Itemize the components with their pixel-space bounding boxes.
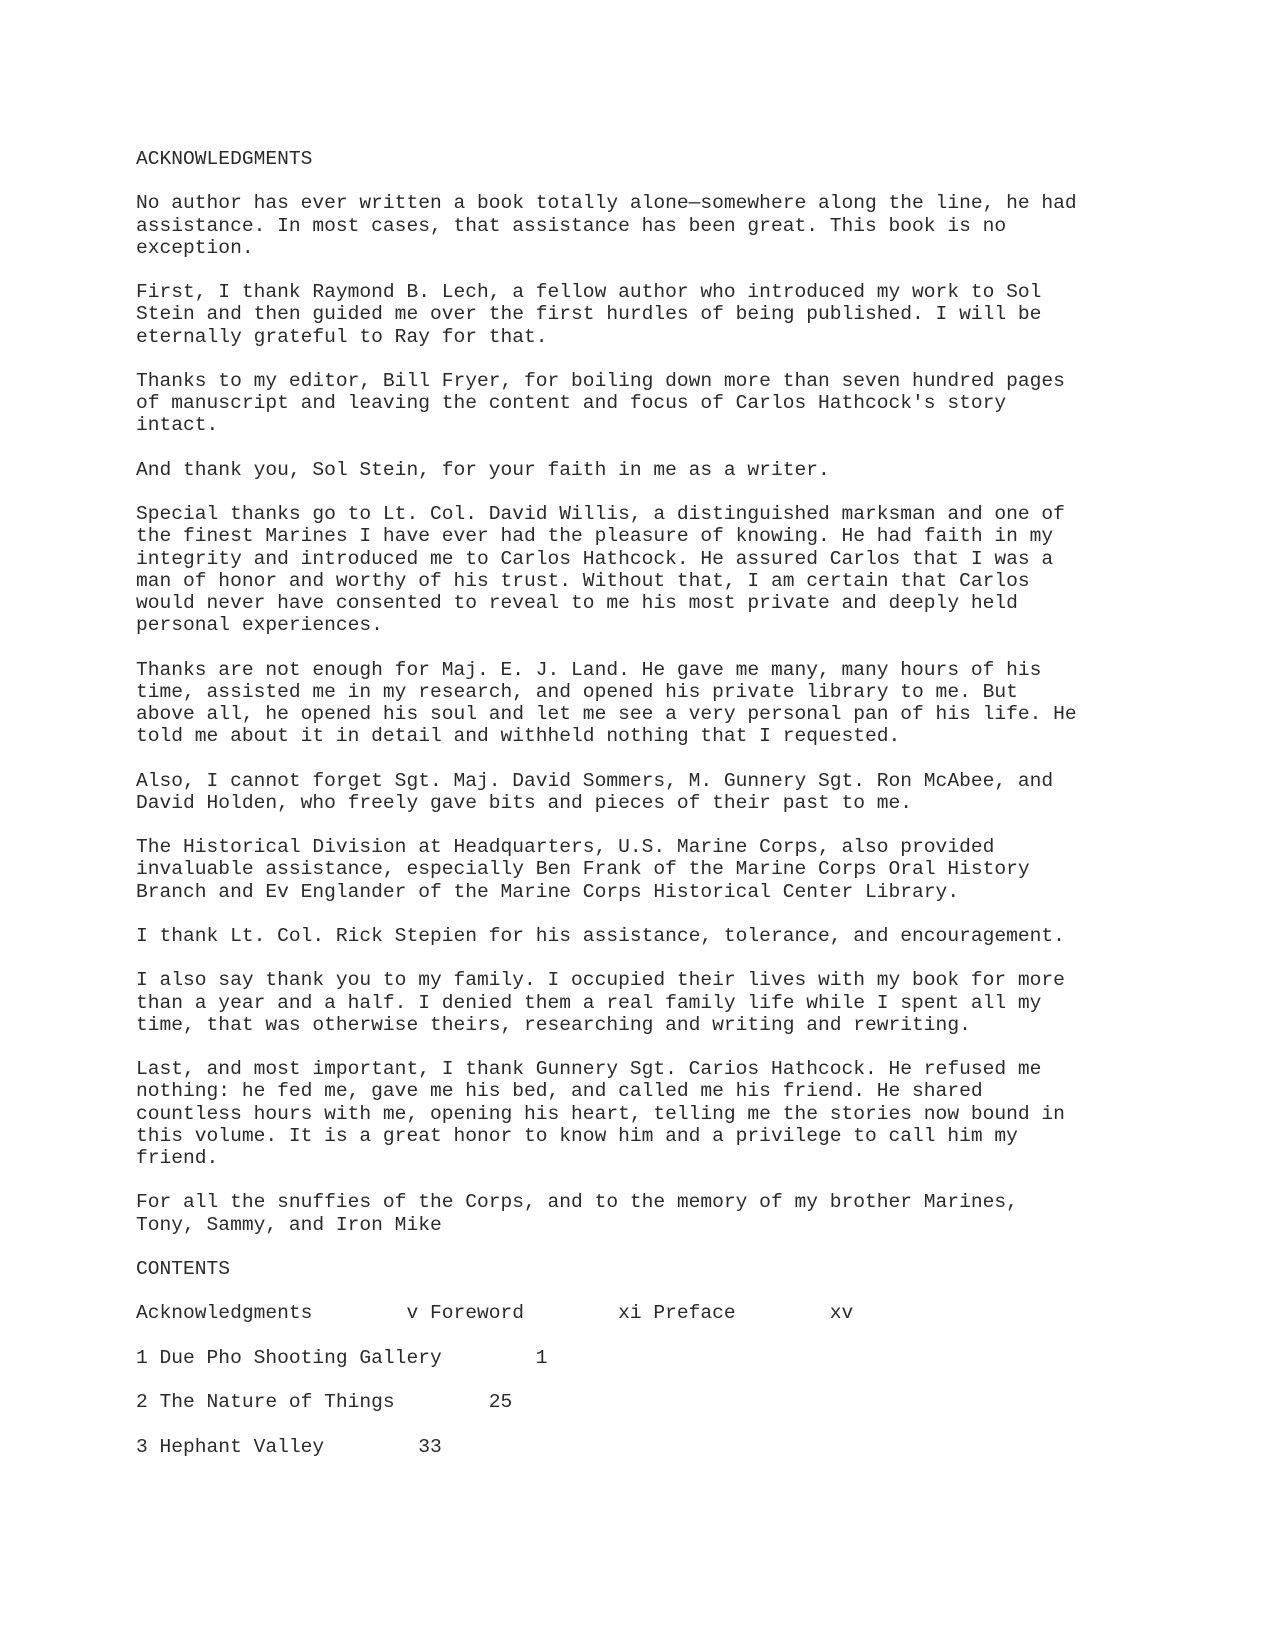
acknowledgments-heading: ACKNOWLEDGMENTS bbox=[136, 148, 313, 170]
document-page bbox=[136, 148, 1146, 1480]
acknowledgments-paragraph: Last, and most important, I thank Gunnery Sgt. Carios Hathcock. He refused me nothing: he fed me, gave me his bed, and called me his friend. He shared countless hours with me, opening his heart, telling me the stories now bound in this volume. It is a great honor to know him and a privilege to call him my friend. bbox=[136, 1058, 1065, 1169]
acknowledgments-paragraph: The Historical Division at Headquarters, U.S. Marine Corps, also provided invaluable assistance, especially Ben Frank of the Marine Corps Oral History Branch and Ev Englander of the Marine Corps Historical Center Library. bbox=[136, 836, 1030, 903]
acknowledgments-paragraph: Thanks to my editor, Bill Fryer, for boiling down more than seven hundred pages of manuscript and leaving the content and focus of Carlos Hathcock's story intact. bbox=[136, 369, 1065, 437]
acknowledgments-paragraph: No author has ever written a book totally alone—somewhere along the line, he had assistance. In most cases, that assistance has been great. This book is no exception. bbox=[136, 192, 1077, 259]
acknowledgments-paragraph: Thanks are not enough for Maj. E. J. Land. He gave me many, many hours of his time, assisted me in my research, and opened his private library to me. But above all, he opened his soul and let me see a very personal pan of his life. He told me about it in detail and withheld nothing that I requested. bbox=[136, 658, 1077, 748]
toc-chapter-entry: 2 The Nature of Things 25 bbox=[136, 1391, 513, 1414]
dedication: For all the snuffies of the Corps, and to the memory of my brother Marines, Tony, Sammy, and Iron Mike bbox=[136, 1191, 1018, 1236]
acknowledgments-paragraph: I also say thank you to my family. I occupied their lives with my book for more than a year and a half. I denied them a real family life while I spent all my time, that was otherwise theirs, researching and writing and rewriting. bbox=[136, 969, 1065, 1036]
contents-heading: CONTENTS bbox=[136, 1257, 231, 1280]
acknowledgments-paragraph: First, I thank Raymond B. Lech, a fellow author who introduced my work to Sol Stein and then guided me over the first hurdles of being published. I will be eternally grateful to Ray for that. bbox=[136, 281, 1042, 348]
toc-front-matter: Acknowledgments v Foreword xi Preface xv bbox=[136, 1302, 854, 1325]
toc-chapter-entry: 3 Hephant Valley 33 bbox=[136, 1435, 442, 1458]
toc-chapter-entry: 1 Due Pho Shooting Gallery 1 bbox=[136, 1346, 548, 1369]
acknowledgments-paragraph: And thank you, Sol Stein, for your faith in me as a writer. bbox=[136, 458, 830, 481]
acknowledgments-paragraph: Special thanks go to Lt. Col. David Willis, a distinguished marksman and one of the finest Marines I have ever had the pleasure of knowing. He had faith in my integrity and introduced me to Carlos Hathcock. He assured Carlos that I was a man of honor and worthy of his trust. Without that, I am certain that Carlos would never have consented to reveal to me his most private and deeply held personal experiences. bbox=[136, 503, 1065, 637]
acknowledgments-paragraph: Also, I cannot forget Sgt. Maj. David Sommers, M. Gunnery Sgt. Ron McAbee, and David Holden, who freely gave bits and pieces of their past to me. bbox=[136, 769, 1054, 814]
acknowledgments-paragraph: I thank Lt. Col. Rick Stepien for his assistance, tolerance, and encouragement. bbox=[136, 924, 1065, 947]
